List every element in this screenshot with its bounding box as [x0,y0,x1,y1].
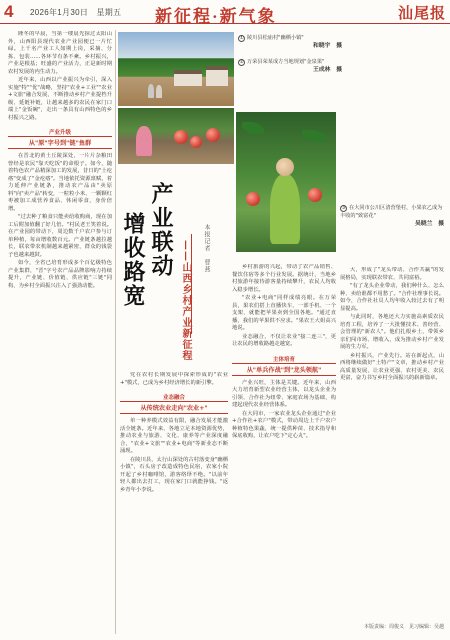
section-subhead [8,128,112,149]
article-column-3 [232,264,336,633]
headline-line-1: 产业联动 [148,182,174,278]
paragraph: 在晋北的黄土丘陵深处，一片片杂粮田曾经是农民"靠天吃饭"的命根子。如今，随着特色农产品精深加工的发展，昔日的"土疙瘩"变成了"金疙瘩"。当地依托资源禀赋，着力延伸产业链条，推动农产品由"卖原料"向"卖产品"转变，一粒粒小米、一颗颗红枣被加工成营养食品、休闲零食，身价倍增。 [8,153,112,212]
article-column-2 [120,372,228,633]
subhead-title: 从"原"字号到"链"鱼群 [8,136,112,149]
page-header [0,0,450,24]
photo-orchard-harvest [118,108,234,164]
subhead-kicker: 产业升级 [48,130,71,136]
issue-date: 2026年1月30日 星期五 [30,8,122,17]
paragraph: "有了龙头企业带动，我们种什么、怎么种、卖给谁都不用愁了。"合作社理事长说。如今，合作社社员人均年收入较过去有了明显提高。 [340,283,444,312]
caption-author: 吴晓兰 摄 [415,221,444,227]
column-divider [115,30,116,634]
face-shape [276,158,294,176]
section-subhead [232,355,336,376]
photo-village-town [118,32,234,106]
paragraph: 近年来，山西以产业振兴为牵引，深入实施"特""优"战略，坚持"农业+工业""农业+文旅"融合发展，不断推动乡村产业提档升级、延链补链，让越来越多的农民在家门口端上"金饭碗"，走出一条具有山西特色的乡村振兴之路。 [8,77,112,121]
headline-line-2: 增收路宽 [120,212,146,308]
headline-block [120,182,184,372]
photo-fruit-farmer [236,112,336,252]
fruit-shape [190,136,202,148]
fruit-shape [206,128,220,142]
paragraph: "农业+电商"同样成绩亮眼。在万荣县，果农们搭上直播快车，一部手机、一个支架，就能把苹果卖到全国各地。"通过直播，我们的苹果供不应求。"果农王大姐高兴地说。 [232,295,336,331]
paragraph: 如今，全省已培育形成多个百亿级特色产业集群，"晋"字号农产品品牌影响力持续提升，产业链、价值链、供应链"三链"同构，为乡村全面振兴注入了强劲动能。 [8,260,112,289]
subhead-title: 从"单兵作战"到"龙头领航" [232,363,336,376]
paragraph: 在陵川县，太行山深处的古村落变身"幽栖小镇"，石头房子改造成特色民宿，农家小院开起了乡村咖啡馆，游客络绎不绝。"以前年轻人都出去打工，现在家门口就能挣钱。"返乡青年小李说。 [120,456,228,493]
byline: 本报记者 曹燕 [203,224,209,273]
caption-3 [340,204,444,228]
editor-credit: 本版责编：周俊义 见习编辑：吴越 [363,624,444,630]
paragraph: 乡村旅游的兴起，带动了农产品销售、餐饮住宿等多个行业发展。据统计，当地乡村旅游年接待游客量持续攀升，农民人均收入稳步增长。 [232,264,336,293]
paragraph: 隆冬的早晨，当第一缕晨光掠过太阳山外，山西阳县现代农业产业园便已一片忙碌。上千名产业工人如期上岗，采摘、分拣、包装……各环节有条不紊。乡村振兴，产业是根基；旺盛的产业活力，正是新时期农村发展的内生动力。 [8,31,112,75]
fruit-shape [246,192,260,206]
caption-text: 在大同市公川区清营堡村，小果农乙成为丰收的"致富花" [340,205,443,219]
building-shape [206,66,228,86]
newspaper-name: 汕尾报 [397,4,446,22]
paragraph: 产业兴旺，主体是关键。近年来，山西大力培育新型农业经营主体，以龙头企业为引领、合作社为纽带、家庭农场为基础，构建起现代农业经营体系。 [232,379,336,408]
article-column-4 [340,267,444,633]
caption-number: ③ [341,206,346,211]
headline-deck: ——山西乡村产业新征程 [180,240,191,361]
caption-number: ② [239,60,244,65]
person-figure [156,85,162,98]
paragraph: 大，形成了"龙头带动、合作共赢"的发展格局，实现联农带农、共同富裕。 [340,267,444,281]
paragraph: "过去种了粮食只能卖给收购商，现在加工后附加值翻了好几倍。"村民老王笑着说。在产业园的带动下，周边数千户农户参与订单种植，每亩增收数百元。产业链条越拉越长，联农带农机制越来越紧密，群众的钱袋子也越来越鼓。 [8,214,112,258]
caption-author: 王成林 摄 [313,67,342,73]
page-number: 4 [4,2,14,21]
building-shape [174,70,202,86]
article-column-1 [8,31,112,633]
caption-author: 和晓宇 摄 [313,43,342,49]
caption-2 [238,58,342,74]
column-title: 新征程·新气象 [155,7,277,26]
leaf-shape [302,130,326,142]
paragraph: 在大同市，一家农业龙头企业通过"企业+合作社+农户"模式，带动周边上千户农户种植特色果蔬，统一提供种苗、技术指导和保底收购，让农户吃下"定心丸"。 [232,410,336,439]
subhead-kicker: 主体培育 [272,356,295,363]
person-figure [136,126,152,156]
subhead-kicker: 业态融合 [162,395,185,401]
paragraph: 与此同时，各地还大力实施高素质农民培育工程，培养了一大批懂技术、善经营、会管理的"新农人"。他们扎根乡土，带领乡亲们闯市场、增收入，成为推动乡村产业发展的生力军。 [340,314,444,350]
caption-number: ① [239,36,244,41]
paragraph: 乡村振兴，产业先行。站在新起点，山西将继续做好"土特产"文章，推动乡村产业高质量发展，让农业更强、农村更美、农民更富，奋力书写乡村全面振兴的崭新篇章。 [340,352,444,381]
paragraph: 业态融合，不仅让农业"接二连三"，更让农民的增收路越走越宽。 [232,333,336,347]
caption-1 [238,34,342,50]
leaf-shape [242,122,264,134]
paragraph: 单一种养模式效益有限，融合发展才能激活全链条。近年来，各地立足本地资源优势，推动农业与旅游、文化、康养等产业深度融合，"农业+文旅""农业+电商"等新业态不断涌现。 [120,418,228,454]
subhead-title: 从传统农业走向"农业+" [120,401,228,414]
person-figure [148,84,154,98]
fruit-shape [174,130,188,144]
fruit-shape [308,188,322,202]
caption-text: 万荣县荣某成方当地规划"金泉果" [247,59,325,65]
paragraph: 党在农村长期发展中探索形成的"农业+"模式，已成为乡村经济增长的新引擎。 [120,372,228,386]
person-figure [270,174,300,244]
section-subhead [120,393,228,414]
caption-text: 陵川县松庙村"幽栖小镇" [247,35,304,41]
